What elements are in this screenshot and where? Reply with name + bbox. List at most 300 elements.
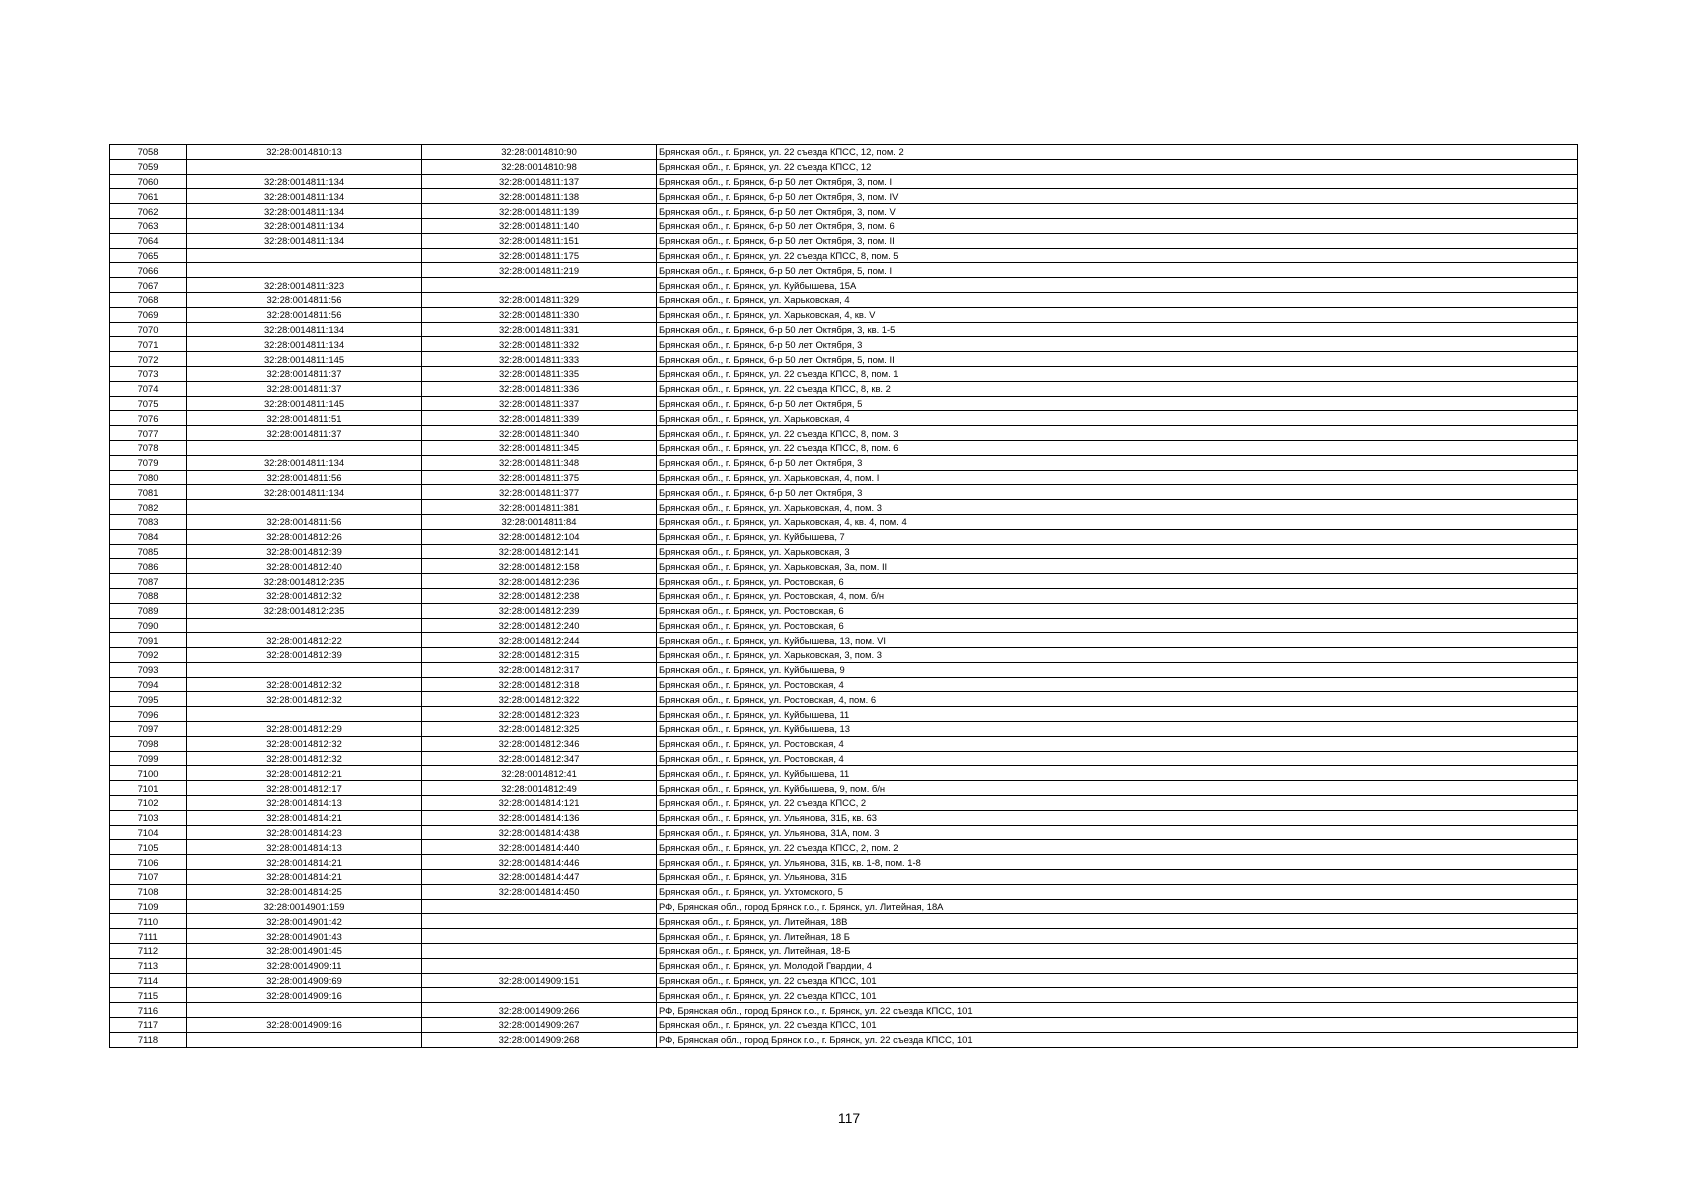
row-number-cell: 7115 <box>110 988 187 1003</box>
object-cadastral-number-cell: 32:28:0014812:41 <box>422 766 657 781</box>
land-cadastral-number-cell: 32:28:0014811:37 <box>187 426 422 441</box>
address-cell: Брянская обл., г. Брянск, ул. 22 съезда КПСС, 8, пом. 6 <box>657 440 1578 455</box>
object-cadastral-number-cell: 32:28:0014811:330 <box>422 307 657 322</box>
row-number-cell: 7118 <box>110 1032 187 1047</box>
table-row <box>110 958 1578 973</box>
address-cell: Брянская обл., г. Брянск, ул. Харьковская, 4 <box>657 411 1578 426</box>
object-cadastral-number-cell <box>422 278 657 293</box>
object-cadastral-number-cell: 32:28:0014909:266 <box>422 1003 657 1018</box>
row-number-cell: 7107 <box>110 870 187 885</box>
object-cadastral-number-cell: 32:28:0014812:158 <box>422 559 657 574</box>
address-cell: Брянская обл., г. Брянск, ул. Ульянова, 31Б, кв. 1-8, пом. 1-8 <box>657 855 1578 870</box>
row-number-cell: 7073 <box>110 366 187 381</box>
object-cadastral-number-cell: 32:28:0014909:267 <box>422 1018 657 1033</box>
table-row <box>110 455 1578 470</box>
address-cell: Брянская обл., г. Брянск, ул. Ульянова, 31Б <box>657 870 1578 885</box>
land-cadastral-number-cell: 32:28:0014811:134 <box>187 337 422 352</box>
row-number-cell: 7105 <box>110 840 187 855</box>
table-row <box>110 633 1578 648</box>
land-cadastral-number-cell: 32:28:0014909:69 <box>187 973 422 988</box>
row-number-cell: 7066 <box>110 263 187 278</box>
table-row <box>110 677 1578 692</box>
object-cadastral-number-cell: 32:28:0014812:346 <box>422 736 657 751</box>
object-cadastral-number-cell <box>422 988 657 1003</box>
address-cell: Брянская обл., г. Брянск, ул. 22 съезда КПСС, 8, пом. 5 <box>657 248 1578 263</box>
table-row <box>110 1032 1578 1047</box>
address-cell: Брянская обл., г. Брянск, б-р 50 лет Октября, 3 <box>657 485 1578 500</box>
table-row <box>110 870 1578 885</box>
address-cell: РФ, Брянская обл., город Брянск г.о., г. Брянск, ул. Литейная, 18А <box>657 899 1578 914</box>
object-cadastral-number-cell: 32:28:0014811:138 <box>422 189 657 204</box>
land-cadastral-number-cell: 32:28:0014909:11 <box>187 958 422 973</box>
object-cadastral-number-cell: 32:28:0014812:317 <box>422 662 657 677</box>
land-cadastral-number-cell: 32:28:0014909:16 <box>187 988 422 1003</box>
object-cadastral-number-cell: 32:28:0014811:219 <box>422 263 657 278</box>
land-cadastral-number-cell: 32:28:0014811:134 <box>187 455 422 470</box>
object-cadastral-number-cell: 32:28:0014812:244 <box>422 633 657 648</box>
row-number-cell: 7101 <box>110 781 187 796</box>
table-row <box>110 366 1578 381</box>
land-cadastral-number-cell: 32:28:0014901:159 <box>187 899 422 914</box>
address-cell: Брянская обл., г. Брянск, ул. Харьковская, 3, пом. 3 <box>657 648 1578 663</box>
object-cadastral-number-cell: 32:28:0014811:336 <box>422 381 657 396</box>
table-row <box>110 884 1578 899</box>
object-cadastral-number-cell: 32:28:0014811:345 <box>422 440 657 455</box>
object-cadastral-number-cell: 32:28:0014812:347 <box>422 751 657 766</box>
table-row <box>110 529 1578 544</box>
address-cell: Брянская обл., г. Брянск, ул. Ростовская, 4 <box>657 751 1578 766</box>
land-cadastral-number-cell: 32:28:0014812:32 <box>187 588 422 603</box>
row-number-cell: 7071 <box>110 337 187 352</box>
address-cell: Брянская обл., г. Брянск, ул. 22 съезда КПСС, 101 <box>657 988 1578 1003</box>
object-cadastral-number-cell: 32:28:0014814:136 <box>422 810 657 825</box>
object-cadastral-number-cell: 32:28:0014811:137 <box>422 174 657 189</box>
object-cadastral-number-cell: 32:28:0014812:240 <box>422 618 657 633</box>
table-row <box>110 470 1578 485</box>
row-number-cell: 7081 <box>110 485 187 500</box>
row-number-cell: 7109 <box>110 899 187 914</box>
table-row <box>110 352 1578 367</box>
row-number-cell: 7117 <box>110 1018 187 1033</box>
table-row <box>110 322 1578 337</box>
address-cell: Брянская обл., г. Брянск, ул. Харьковская, 4, пом. 3 <box>657 500 1578 515</box>
table-row <box>110 381 1578 396</box>
land-cadastral-number-cell: 32:28:0014811:145 <box>187 352 422 367</box>
object-cadastral-number-cell: 32:28:0014812:238 <box>422 588 657 603</box>
object-cadastral-number-cell <box>422 958 657 973</box>
table-row <box>110 485 1578 500</box>
address-cell: Брянская обл., г. Брянск, б-р 50 лет Октября, 5, пом. I <box>657 263 1578 278</box>
object-cadastral-number-cell: 32:28:0014811:139 <box>422 204 657 219</box>
object-cadastral-number-cell: 32:28:0014812:318 <box>422 677 657 692</box>
object-cadastral-number-cell: 32:28:0014909:151 <box>422 973 657 988</box>
table-row <box>110 500 1578 515</box>
table-row <box>110 574 1578 589</box>
object-cadastral-number-cell: 32:28:0014811:333 <box>422 352 657 367</box>
table-row <box>110 692 1578 707</box>
row-number-cell: 7084 <box>110 529 187 544</box>
object-cadastral-number-cell: 32:28:0014811:337 <box>422 396 657 411</box>
table-row <box>110 218 1578 233</box>
land-cadastral-number-cell <box>187 707 422 722</box>
address-cell: Брянская обл., г. Брянск, ул. Куйбышева, 13 <box>657 722 1578 737</box>
row-number-cell: 7085 <box>110 544 187 559</box>
row-number-cell: 7083 <box>110 514 187 529</box>
table-row <box>110 248 1578 263</box>
table-row <box>110 603 1578 618</box>
object-cadastral-number-cell <box>422 944 657 959</box>
row-number-cell: 7092 <box>110 648 187 663</box>
land-cadastral-number-cell: 32:28:0014812:26 <box>187 529 422 544</box>
table-row <box>110 944 1578 959</box>
row-number-cell: 7077 <box>110 426 187 441</box>
object-cadastral-number-cell: 32:28:0014812:49 <box>422 781 657 796</box>
address-cell: Брянская обл., г. Брянск, ул. Куйбышева, 13, пом. VI <box>657 633 1578 648</box>
land-cadastral-number-cell: 32:28:0014812:32 <box>187 751 422 766</box>
address-cell: Брянская обл., г. Брянск, б-р 50 лет Октября, 3, пом. I <box>657 174 1578 189</box>
land-cadastral-number-cell: 32:28:0014814:21 <box>187 855 422 870</box>
row-number-cell: 7072 <box>110 352 187 367</box>
table-row <box>110 988 1578 1003</box>
table-row <box>110 1003 1578 1018</box>
object-cadastral-number-cell: 32:28:0014812:322 <box>422 692 657 707</box>
table-row <box>110 440 1578 455</box>
address-cell: Брянская обл., г. Брянск, ул. Ростовская, 6 <box>657 603 1578 618</box>
address-cell: Брянская обл., г. Брянск, ул. Литейная, 18 Б <box>657 929 1578 944</box>
table-row <box>110 973 1578 988</box>
row-number-cell: 7062 <box>110 204 187 219</box>
address-cell: Брянская обл., г. Брянск, ул. 22 съезда КПСС, 8, пом. 3 <box>657 426 1578 441</box>
object-cadastral-number-cell: 32:28:0014811:84 <box>422 514 657 529</box>
address-cell: Брянская обл., г. Брянск, ул. Куйбышева, 9, пом. б/н <box>657 781 1578 796</box>
table-row <box>110 426 1578 441</box>
row-number-cell: 7099 <box>110 751 187 766</box>
row-number-cell: 7065 <box>110 248 187 263</box>
object-cadastral-number-cell: 32:28:0014814:121 <box>422 796 657 811</box>
object-cadastral-number-cell: 32:28:0014814:440 <box>422 840 657 855</box>
address-cell: Брянская обл., г. Брянск, б-р 50 лет Октября, 5 <box>657 396 1578 411</box>
object-cadastral-number-cell: 32:28:0014811:151 <box>422 233 657 248</box>
land-cadastral-number-cell: 32:28:0014814:13 <box>187 840 422 855</box>
object-cadastral-number-cell: 32:28:0014909:268 <box>422 1032 657 1047</box>
table-row <box>110 307 1578 322</box>
address-cell: Брянская обл., г. Брянск, ул. Литейная, 18В <box>657 914 1578 929</box>
address-cell: Брянская обл., г. Брянск, ул. Ульянова, 31А, пом. 3 <box>657 825 1578 840</box>
address-cell: Брянская обл., г. Брянск, ул. Литейная, 18-Б <box>657 944 1578 959</box>
address-cell: Брянская обл., г. Брянск, б-р 50 лет Октября, 5, пом. II <box>657 352 1578 367</box>
land-cadastral-number-cell: 32:28:0014811:56 <box>187 292 422 307</box>
land-cadastral-number-cell: 32:28:0014811:134 <box>187 174 422 189</box>
object-cadastral-number-cell: 32:28:0014811:335 <box>422 366 657 381</box>
address-cell: Брянская обл., г. Брянск, ул. Харьковская, 4, пом. I <box>657 470 1578 485</box>
row-number-cell: 7100 <box>110 766 187 781</box>
row-number-cell: 7086 <box>110 559 187 574</box>
address-cell: Брянская обл., г. Брянск, ул. 22 съезда КПСС, 12, пом. 2 <box>657 145 1578 160</box>
row-number-cell: 7114 <box>110 973 187 988</box>
table-row <box>110 159 1578 174</box>
object-cadastral-number-cell: 32:28:0014812:315 <box>422 648 657 663</box>
land-cadastral-number-cell: 32:28:0014811:134 <box>187 189 422 204</box>
row-number-cell: 7106 <box>110 855 187 870</box>
address-cell: Брянская обл., г. Брянск, ул. Куйбышева, 15А <box>657 278 1578 293</box>
table-row <box>110 263 1578 278</box>
row-number-cell: 7059 <box>110 159 187 174</box>
row-number-cell: 7113 <box>110 958 187 973</box>
table-row <box>110 766 1578 781</box>
row-number-cell: 7096 <box>110 707 187 722</box>
row-number-cell: 7070 <box>110 322 187 337</box>
address-cell: Брянская обл., г. Брянск, ул. Куйбышева, 11 <box>657 766 1578 781</box>
table-row <box>110 796 1578 811</box>
row-number-cell: 7068 <box>110 292 187 307</box>
address-cell: РФ, Брянская обл., город Брянск г.о., г. Брянск, ул. 22 съезда КПСС, 101 <box>657 1003 1578 1018</box>
land-cadastral-number-cell: 32:28:0014811:134 <box>187 485 422 500</box>
land-cadastral-number-cell: 32:28:0014812:29 <box>187 722 422 737</box>
table-row <box>110 544 1578 559</box>
land-cadastral-number-cell: 32:28:0014812:39 <box>187 648 422 663</box>
land-cadastral-number-cell: 32:28:0014814:23 <box>187 825 422 840</box>
address-cell: Брянская обл., г. Брянск, ул. Молодой Гвардии, 4 <box>657 958 1578 973</box>
object-cadastral-number-cell: 32:28:0014811:331 <box>422 322 657 337</box>
object-cadastral-number-cell: 32:28:0014810:98 <box>422 159 657 174</box>
table-body <box>110 145 1578 1048</box>
object-cadastral-number-cell: 32:28:0014814:446 <box>422 855 657 870</box>
row-number-cell: 7074 <box>110 381 187 396</box>
land-cadastral-number-cell <box>187 1003 422 1018</box>
table-row <box>110 840 1578 855</box>
table-row <box>110 899 1578 914</box>
table-row <box>110 204 1578 219</box>
land-cadastral-number-cell <box>187 263 422 278</box>
object-cadastral-number-cell <box>422 914 657 929</box>
address-cell: Брянская обл., г. Брянск, ул. Ростовская, 4 <box>657 736 1578 751</box>
object-cadastral-number-cell: 32:28:0014811:381 <box>422 500 657 515</box>
row-number-cell: 7103 <box>110 810 187 825</box>
land-cadastral-number-cell: 32:28:0014812:32 <box>187 736 422 751</box>
row-number-cell: 7116 <box>110 1003 187 1018</box>
table-row <box>110 825 1578 840</box>
object-cadastral-number-cell <box>422 899 657 914</box>
table-row <box>110 233 1578 248</box>
row-number-cell: 7087 <box>110 574 187 589</box>
row-number-cell: 7075 <box>110 396 187 411</box>
land-cadastral-number-cell: 32:28:0014812:32 <box>187 692 422 707</box>
address-cell: Брянская обл., г. Брянск, б-р 50 лет Октября, 3, пом. 6 <box>657 218 1578 233</box>
address-cell: Брянская обл., г. Брянск, ул. Ростовская, 6 <box>657 574 1578 589</box>
table-row <box>110 514 1578 529</box>
address-cell: Брянская обл., г. Брянск, ул. 22 съезда КПСС, 2, пом. 2 <box>657 840 1578 855</box>
land-cadastral-number-cell: 32:28:0014901:42 <box>187 914 422 929</box>
object-cadastral-number-cell: 32:28:0014812:239 <box>422 603 657 618</box>
address-cell: Брянская обл., г. Брянск, ул. Ухтомского, 5 <box>657 884 1578 899</box>
row-number-cell: 7063 <box>110 218 187 233</box>
table-row <box>110 1018 1578 1033</box>
object-cadastral-number-cell: 32:28:0014814:447 <box>422 870 657 885</box>
table-row <box>110 411 1578 426</box>
object-cadastral-number-cell: 32:28:0014810:90 <box>422 145 657 160</box>
address-cell: Брянская обл., г. Брянск, ул. 22 съезда КПСС, 8, пом. 1 <box>657 366 1578 381</box>
table-row <box>110 662 1578 677</box>
object-cadastral-number-cell: 32:28:0014811:375 <box>422 470 657 485</box>
land-cadastral-number-cell <box>187 500 422 515</box>
land-cadastral-number-cell: 32:28:0014814:21 <box>187 810 422 825</box>
object-cadastral-number-cell: 32:28:0014811:175 <box>422 248 657 263</box>
row-number-cell: 7111 <box>110 929 187 944</box>
address-cell: Брянская обл., г. Брянск, ул. Ульянова, 31Б, кв. 63 <box>657 810 1578 825</box>
registry-table <box>109 144 1578 1048</box>
row-number-cell: 7104 <box>110 825 187 840</box>
table-row <box>110 396 1578 411</box>
address-cell: Брянская обл., г. Брянск, ул. 22 съезда КПСС, 101 <box>657 1018 1578 1033</box>
land-cadastral-number-cell: 32:28:0014901:43 <box>187 929 422 944</box>
land-cadastral-number-cell: 32:28:0014811:56 <box>187 470 422 485</box>
land-cadastral-number-cell <box>187 1032 422 1047</box>
address-cell: Брянская обл., г. Брянск, б-р 50 лет Октября, 3 <box>657 337 1578 352</box>
land-cadastral-number-cell: 32:28:0014810:13 <box>187 145 422 160</box>
address-cell: Брянская обл., г. Брянск, ул. Харьковская, 3 <box>657 544 1578 559</box>
address-cell: Брянская обл., г. Брянск, ул. Куйбышева, 7 <box>657 529 1578 544</box>
land-cadastral-number-cell: 32:28:0014811:37 <box>187 366 422 381</box>
row-number-cell: 7088 <box>110 588 187 603</box>
object-cadastral-number-cell: 32:28:0014812:141 <box>422 544 657 559</box>
object-cadastral-number-cell: 32:28:0014811:340 <box>422 426 657 441</box>
row-number-cell: 7082 <box>110 500 187 515</box>
table-row <box>110 278 1578 293</box>
address-cell: РФ, Брянская обл., город Брянск г.о., г. Брянск, ул. 22 съезда КПСС, 101 <box>657 1032 1578 1047</box>
land-cadastral-number-cell: 32:28:0014812:17 <box>187 781 422 796</box>
table-row <box>110 707 1578 722</box>
row-number-cell: 7090 <box>110 618 187 633</box>
table-row <box>110 189 1578 204</box>
object-cadastral-number-cell: 32:28:0014812:104 <box>422 529 657 544</box>
land-cadastral-number-cell <box>187 159 422 174</box>
row-number-cell: 7060 <box>110 174 187 189</box>
row-number-cell: 7095 <box>110 692 187 707</box>
object-cadastral-number-cell <box>422 929 657 944</box>
land-cadastral-number-cell <box>187 248 422 263</box>
row-number-cell: 7058 <box>110 145 187 160</box>
row-number-cell: 7110 <box>110 914 187 929</box>
table-row <box>110 559 1578 574</box>
address-cell: Брянская обл., г. Брянск, ул. Ростовская, 4 <box>657 677 1578 692</box>
land-cadastral-number-cell: 32:28:0014814:13 <box>187 796 422 811</box>
land-cadastral-number-cell: 32:28:0014811:134 <box>187 233 422 248</box>
table-row <box>110 914 1578 929</box>
land-cadastral-number-cell: 32:28:0014811:51 <box>187 411 422 426</box>
land-cadastral-number-cell: 32:28:0014814:25 <box>187 884 422 899</box>
table-row <box>110 648 1578 663</box>
land-cadastral-number-cell: 32:28:0014812:40 <box>187 559 422 574</box>
row-number-cell: 7080 <box>110 470 187 485</box>
land-cadastral-number-cell: 32:28:0014811:145 <box>187 396 422 411</box>
land-cadastral-number-cell <box>187 440 422 455</box>
table-row <box>110 618 1578 633</box>
land-cadastral-number-cell: 32:28:0014811:134 <box>187 204 422 219</box>
table-row <box>110 337 1578 352</box>
land-cadastral-number-cell: 32:28:0014811:56 <box>187 514 422 529</box>
object-cadastral-number-cell: 32:28:0014811:339 <box>422 411 657 426</box>
object-cadastral-number-cell: 32:28:0014811:332 <box>422 337 657 352</box>
land-cadastral-number-cell: 32:28:0014812:21 <box>187 766 422 781</box>
row-number-cell: 7067 <box>110 278 187 293</box>
table-row <box>110 751 1578 766</box>
object-cadastral-number-cell: 32:28:0014811:348 <box>422 455 657 470</box>
address-cell: Брянская обл., г. Брянск, ул. Харьковская, 4, кв. 4, пом. 4 <box>657 514 1578 529</box>
address-cell: Брянская обл., г. Брянск, б-р 50 лет Октября, 3, пом. IV <box>657 189 1578 204</box>
table-row <box>110 174 1578 189</box>
table-row <box>110 929 1578 944</box>
table-row <box>110 588 1578 603</box>
table-row <box>110 781 1578 796</box>
object-cadastral-number-cell: 32:28:0014812:325 <box>422 722 657 737</box>
table-row <box>110 736 1578 751</box>
land-cadastral-number-cell: 32:28:0014812:235 <box>187 574 422 589</box>
address-cell: Брянская обл., г. Брянск, ул. Куйбышева, 11 <box>657 707 1578 722</box>
table-row <box>110 722 1578 737</box>
land-cadastral-number-cell <box>187 618 422 633</box>
land-cadastral-number-cell: 32:28:0014909:16 <box>187 1018 422 1033</box>
row-number-cell: 7091 <box>110 633 187 648</box>
address-cell: Брянская обл., г. Брянск, ул. Харьковская, 4, кв. V <box>657 307 1578 322</box>
address-cell: Брянская обл., г. Брянск, б-р 50 лет Октября, 3, кв. 1-5 <box>657 322 1578 337</box>
table-row <box>110 145 1578 160</box>
object-cadastral-number-cell: 32:28:0014814:438 <box>422 825 657 840</box>
page-number: 117 <box>837 1110 861 1126</box>
land-cadastral-number-cell <box>187 662 422 677</box>
address-cell: Брянская обл., г. Брянск, ул. 22 съезда КПСС, 8, кв. 2 <box>657 381 1578 396</box>
address-cell: Брянская обл., г. Брянск, ул. Ростовская, 4, пом. б/н <box>657 588 1578 603</box>
row-number-cell: 7093 <box>110 662 187 677</box>
row-number-cell: 7076 <box>110 411 187 426</box>
address-cell: Брянская обл., г. Брянск, б-р 50 лет Октября, 3, пом. V <box>657 204 1578 219</box>
address-cell: Брянская обл., г. Брянск, ул. Куйбышева, 9 <box>657 662 1578 677</box>
row-number-cell: 7061 <box>110 189 187 204</box>
row-number-cell: 7064 <box>110 233 187 248</box>
land-cadastral-number-cell: 32:28:0014811:134 <box>187 218 422 233</box>
row-number-cell: 7069 <box>110 307 187 322</box>
row-number-cell: 7097 <box>110 722 187 737</box>
address-cell: Брянская обл., г. Брянск, ул. 22 съезда КПСС, 101 <box>657 973 1578 988</box>
address-cell: Брянская обл., г. Брянск, ул. Ростовская, 4, пом. 6 <box>657 692 1578 707</box>
row-number-cell: 7098 <box>110 736 187 751</box>
row-number-cell: 7079 <box>110 455 187 470</box>
address-cell: Брянская обл., г. Брянск, ул. 22 съезда КПСС, 2 <box>657 796 1578 811</box>
land-cadastral-number-cell: 32:28:0014812:22 <box>187 633 422 648</box>
object-cadastral-number-cell: 32:28:0014811:377 <box>422 485 657 500</box>
table-row <box>110 292 1578 307</box>
land-cadastral-number-cell: 32:28:0014811:134 <box>187 322 422 337</box>
table-row <box>110 810 1578 825</box>
land-cadastral-number-cell: 32:28:0014812:32 <box>187 677 422 692</box>
row-number-cell: 7108 <box>110 884 187 899</box>
table-row <box>110 855 1578 870</box>
address-cell: Брянская обл., г. Брянск, ул. Харьковская, 4 <box>657 292 1578 307</box>
row-number-cell: 7102 <box>110 796 187 811</box>
land-cadastral-number-cell: 32:28:0014901:45 <box>187 944 422 959</box>
land-cadastral-number-cell: 32:28:0014812:235 <box>187 603 422 618</box>
row-number-cell: 7112 <box>110 944 187 959</box>
address-cell: Брянская обл., г. Брянск, ул. 22 съезда КПСС, 12 <box>657 159 1578 174</box>
object-cadastral-number-cell: 32:28:0014814:450 <box>422 884 657 899</box>
land-cadastral-number-cell: 32:28:0014811:323 <box>187 278 422 293</box>
land-cadastral-number-cell: 32:28:0014811:56 <box>187 307 422 322</box>
row-number-cell: 7078 <box>110 440 187 455</box>
address-cell: Брянская обл., г. Брянск, ул. Харьковская, 3а, пом. II <box>657 559 1578 574</box>
row-number-cell: 7094 <box>110 677 187 692</box>
land-cadastral-number-cell: 32:28:0014811:37 <box>187 381 422 396</box>
address-cell: Брянская обл., г. Брянск, ул. Ростовская, 6 <box>657 618 1578 633</box>
object-cadastral-number-cell: 32:28:0014811:329 <box>422 292 657 307</box>
